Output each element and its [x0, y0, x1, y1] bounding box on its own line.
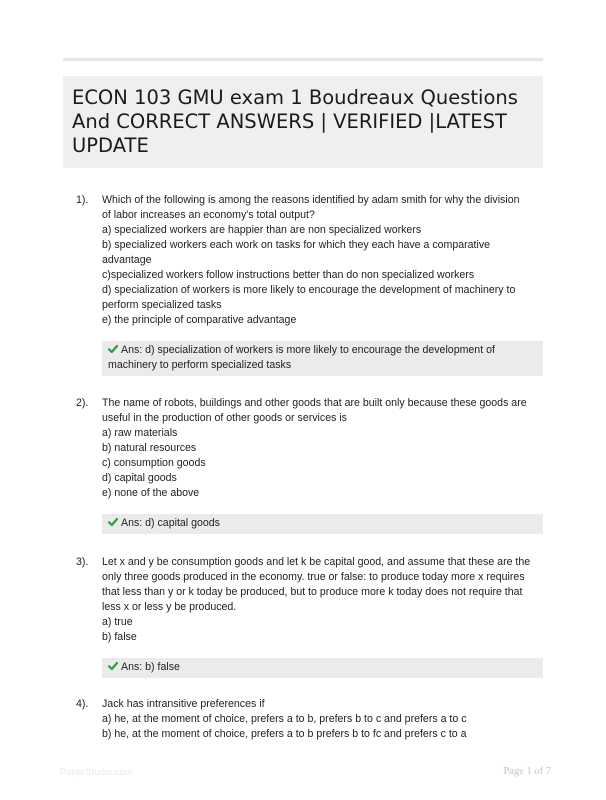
- option-d: d) specialization of workers is more likely to encourage the development of machinery to: [102, 284, 516, 296]
- answer-text: Ans: d) specialization of workers is more likely to encourage the development of: [121, 344, 495, 356]
- question-line: useful in the production of other goods or services is: [102, 412, 347, 424]
- option-c: c)specialized workers follow instructions better than do non specialized workers: [102, 269, 475, 281]
- question-line: of labor increases an economy's total output?: [102, 209, 315, 221]
- option-b: b) he, at the moment of choice, prefers a to b prefers b to fc and prefers c to a: [102, 728, 467, 740]
- answer-text-cont: machinery to perform specialized tasks: [108, 359, 292, 371]
- checkmark-icon: [108, 661, 118, 671]
- watermark-text: PaperStudio.com: [60, 767, 133, 778]
- question-2: [63, 396, 543, 534]
- question-line: less x or less y be produced.: [102, 601, 237, 613]
- checkmark-icon: [108, 517, 118, 527]
- question-text: [102, 697, 543, 742]
- question-line: Which of the following is among the reasons identified by adam smith for why the division: [102, 194, 520, 206]
- question-1: [63, 193, 543, 376]
- option-b-cont: advantage: [102, 254, 152, 266]
- option-a: a) he, at the moment of choice, prefers a to b, prefers b to c and prefers a to c: [102, 713, 467, 725]
- question-line: Jack has intransitive preferences if: [102, 698, 265, 710]
- question-number: 3).: [76, 556, 89, 568]
- answer-box: [102, 658, 543, 678]
- question-text: [102, 396, 543, 501]
- option-e: e) none of the above: [102, 487, 200, 499]
- question-line: Let x and y be consumption goods and let k be capital good, and assume that these are the: [102, 556, 531, 568]
- option-c: c) consumption goods: [102, 457, 206, 469]
- top-divider: [63, 58, 543, 61]
- option-b: b) natural resources: [102, 442, 197, 454]
- option-e: e) the principle of comparative advantage: [102, 314, 297, 326]
- question-number: 1).: [76, 194, 89, 206]
- question-line: only three goods produced in the economy. true or false: to produce today more x requires: [102, 571, 525, 583]
- question-text: [102, 193, 543, 328]
- answer-text: Ans: d) capital goods: [121, 517, 220, 529]
- page-number: Page 1 of 7: [503, 766, 551, 777]
- question-number: 4).: [76, 698, 89, 710]
- answer-text: Ans: b) false: [121, 661, 180, 673]
- document-title: ECON 103 GMU exam 1 Boudreaux Questions And CORRECT ANSWERS | VERIFIED |LATEST UPDATE: [72, 86, 518, 157]
- question-line: that less than y or k today be produced, but to produce more k today does not require that: [102, 586, 523, 598]
- option-d-cont: perform specialized tasks: [102, 299, 222, 311]
- title-banner: [63, 76, 543, 168]
- option-a: a) raw materials: [102, 427, 178, 439]
- question-number: 2).: [76, 397, 89, 409]
- option-b: b) specialized workers each work on tasks for which they each have a comparative: [102, 239, 491, 251]
- option-a: a) true: [102, 616, 133, 628]
- question-text: [102, 555, 543, 645]
- question-3: [63, 555, 543, 678]
- option-d: d) capital goods: [102, 472, 177, 484]
- question-4: [63, 697, 543, 742]
- answer-box: [102, 514, 543, 534]
- option-a: a) specialized workers are happier than are non specialized workers: [102, 224, 422, 236]
- answer-box: [102, 341, 543, 376]
- option-b: b) false: [102, 631, 137, 643]
- question-line: The name of robots, buildings and other goods that are built only because these goods are: [102, 397, 527, 409]
- checkmark-icon: [108, 344, 118, 354]
